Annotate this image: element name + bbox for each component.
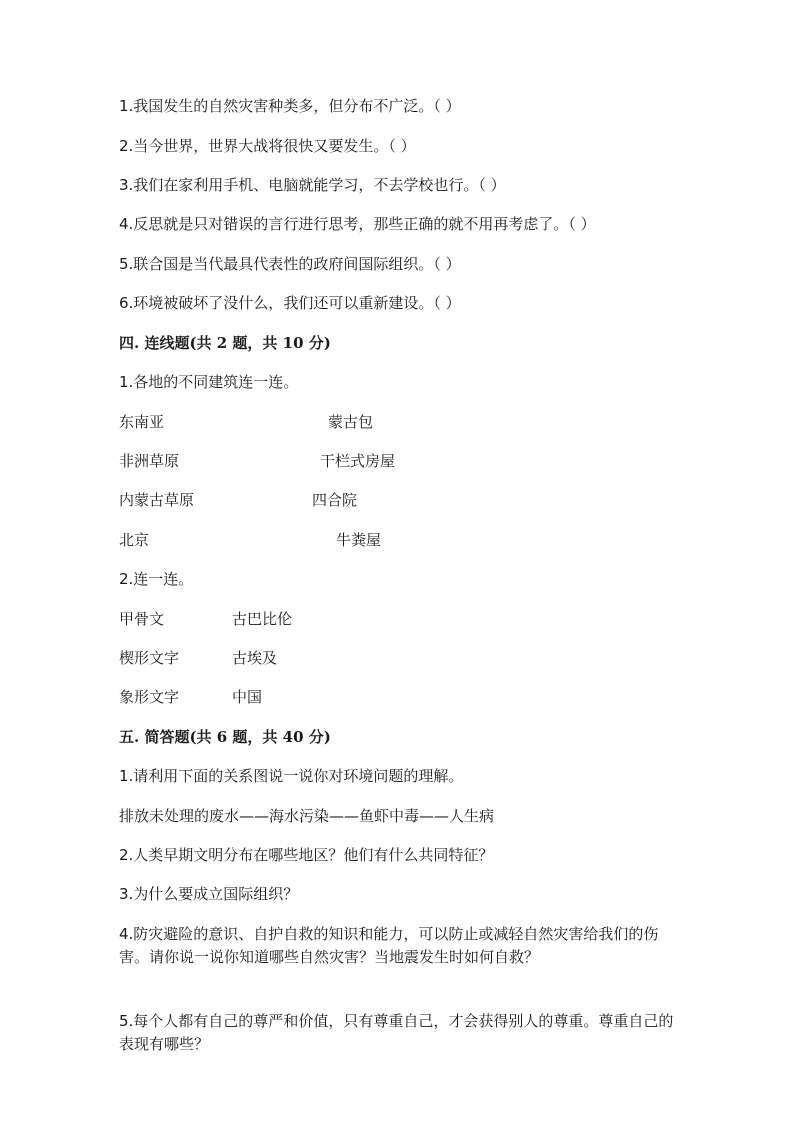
matching-q1-left-item: 东南亚 (119, 413, 165, 431)
tf-item-2: 2.当今世界，世界大战将很快又要发生。（ ） (119, 137, 416, 155)
short-answer-q3: 3.为什么要成立国际组织？ (119, 885, 299, 903)
matching-q2-left-item: 象形文字 (119, 688, 180, 706)
matching-q1-right-item: 蒙古包 (328, 413, 374, 431)
section-5-heading: 五. 简答题(共 6 题，共 40 分) (119, 728, 331, 746)
short-answer-q2: 2.人类早期文明分布在哪些地区？他们有什么共同特征？ (119, 846, 494, 864)
matching-q1-left-item: 非洲草原 (119, 452, 180, 470)
matching-q2-right-item: 中国 (232, 688, 263, 706)
short-answer-q1: 1.请利用下面的关系图说一说你对环境问题的理解。 (119, 767, 464, 785)
matching-q2-left-item: 甲骨文 (119, 610, 165, 628)
matching-q1-left-item: 内蒙古草原 (119, 491, 195, 509)
short-answer-q4: 4.防灾避险的意识、自护自救的知识和能力，可以防止或减轻自然灾害给我们的伤害。请你说一说你知道哪些自然灾害？当地震发生时如何自救？ (119, 925, 659, 966)
matching-q1-prompt: 1.各地的不同建筑连一连。 (119, 373, 299, 391)
matching-q1-right-item: 四合院 (312, 491, 358, 509)
matching-q2-right-item: 古埃及 (232, 649, 278, 667)
matching-q2-right-item: 古巴比伦 (232, 610, 293, 628)
tf-item-3: 3.我们在家利用手机、电脑就能学习，不去学校也行。（ ） (119, 176, 506, 194)
matching-q1-right-item: 牛粪屋 (336, 531, 382, 549)
matching-q1-left-item: 北京 (119, 531, 150, 549)
short-answer-q5: 5.每个人都有自己的尊严和价值，只有尊重自己，才会获得别人的尊重。尊重自己的表现有哪些？ (119, 1012, 674, 1053)
section-4-heading: 四. 连线题(共 2 题，共 10 分) (119, 334, 331, 352)
relationship-chain: 排放未处理的废水——海水污染——鱼虾中毒——人生病 (119, 807, 495, 825)
tf-item-4: 4.反思就是只对错误的言行进行思考，那些正确的就不用再考虑了。（ ） (119, 215, 596, 233)
matching-q2-prompt: 2.连一连。 (119, 570, 194, 588)
matching-q1-right-item: 干栏式房屋 (320, 452, 396, 470)
tf-item-1: 1.我国发生的自然灾害种类多，但分布不广泛。（ ） (119, 97, 461, 115)
tf-item-6: 6.环境被破坏了没什么，我们还可以重新建设。（ ） (119, 294, 461, 312)
tf-item-5: 5.联合国是当代最具代表性的政府间国际组织。（ ） (119, 255, 461, 273)
matching-q2-left-item: 楔形文字 (119, 649, 180, 667)
